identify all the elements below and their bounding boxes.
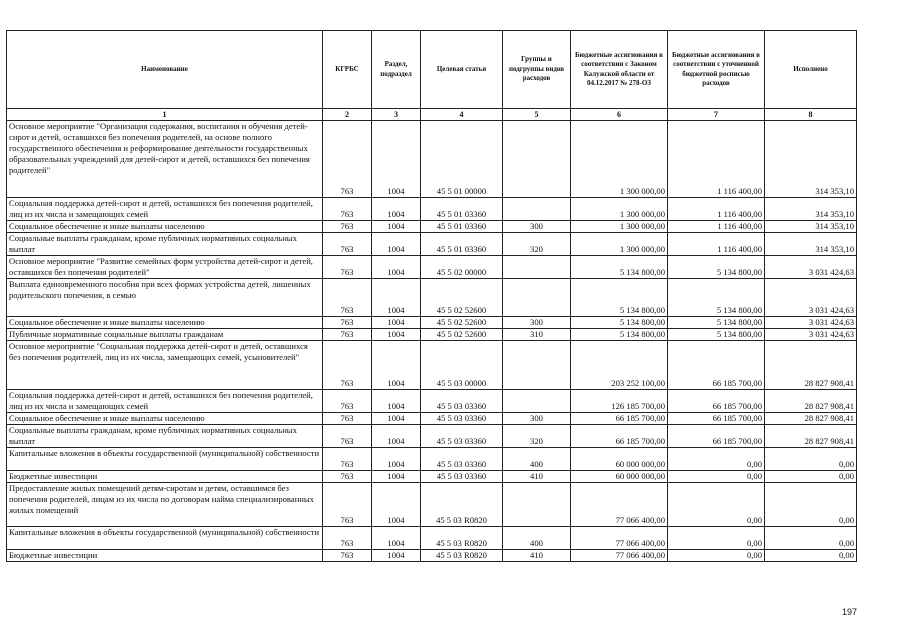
row-kgrbs: 763 xyxy=(323,471,372,483)
row-section: 1004 xyxy=(372,121,421,198)
column-number: 1 xyxy=(7,109,323,121)
header-law: Бюджетные ассигнования в соответствии с Законом Калужской области от 04.12.2017 № 278-ОЗ xyxy=(571,31,668,109)
row-target: 45 5 02 00000 xyxy=(421,256,503,279)
row-section: 1004 xyxy=(372,550,421,562)
row-name: Социальная поддержка детей-сирот и детей, оставшихся без попечения родителей, лиц из их числа и замещающих семей xyxy=(7,198,323,221)
table-row xyxy=(7,390,857,413)
row-refined: 1 116 400,00 xyxy=(668,221,765,233)
row-law: 60 000 000,00 xyxy=(571,448,668,471)
row-target: 45 5 03 03360 xyxy=(421,448,503,471)
row-section: 1004 xyxy=(372,233,421,256)
row-executed: 28 827 908,41 xyxy=(765,413,857,425)
row-target: 45 5 01 03360 xyxy=(421,198,503,221)
column-number: 5 xyxy=(503,109,571,121)
row-kgrbs: 763 xyxy=(323,425,372,448)
table-row xyxy=(7,121,857,198)
row-executed: 0,00 xyxy=(765,471,857,483)
row-target: 45 5 01 00000 xyxy=(421,121,503,198)
row-executed: 0,00 xyxy=(765,448,857,471)
row-executed: 314 353,10 xyxy=(765,233,857,256)
row-group: 410 xyxy=(503,471,571,483)
row-target: 45 5 03 00000 xyxy=(421,341,503,390)
row-section: 1004 xyxy=(372,221,421,233)
row-section: 1004 xyxy=(372,198,421,221)
row-kgrbs: 763 xyxy=(323,550,372,562)
row-kgrbs: 763 xyxy=(323,198,372,221)
row-law: 60 000 000,00 xyxy=(571,471,668,483)
table-row xyxy=(7,233,857,256)
column-number: 4 xyxy=(421,109,503,121)
row-group: 320 xyxy=(503,233,571,256)
row-kgrbs: 763 xyxy=(323,329,372,341)
table-row xyxy=(7,341,857,390)
row-executed: 0,00 xyxy=(765,550,857,562)
row-section: 1004 xyxy=(372,341,421,390)
row-target: 45 5 03 03360 xyxy=(421,413,503,425)
row-target: 45 5 03 R0820 xyxy=(421,550,503,562)
row-section: 1004 xyxy=(372,413,421,425)
row-section: 1004 xyxy=(372,279,421,317)
header-refined: Бюджетные ассигнования в соответствии с уточненной бюджетной росписью расходов xyxy=(668,31,765,109)
row-law: 5 134 800,00 xyxy=(571,256,668,279)
column-number: 6 xyxy=(571,109,668,121)
row-kgrbs: 763 xyxy=(323,233,372,256)
budget-table xyxy=(6,30,857,562)
row-refined: 0,00 xyxy=(668,550,765,562)
row-group: 300 xyxy=(503,221,571,233)
row-refined: 0,00 xyxy=(668,483,765,527)
table-row xyxy=(7,448,857,471)
row-group: 300 xyxy=(503,317,571,329)
row-section: 1004 xyxy=(372,329,421,341)
row-law: 126 185 700,00 xyxy=(571,390,668,413)
row-kgrbs: 763 xyxy=(323,341,372,390)
header-groups: Группы и подгруппы видов расходов xyxy=(503,31,571,109)
row-section: 1004 xyxy=(372,390,421,413)
row-executed: 3 031 424,63 xyxy=(765,256,857,279)
header-kgrbs: КГРБС xyxy=(323,31,372,109)
row-group xyxy=(503,483,571,527)
row-refined: 1 116 400,00 xyxy=(668,121,765,198)
row-law: 77 066 400,00 xyxy=(571,483,668,527)
row-refined: 1 116 400,00 xyxy=(668,233,765,256)
row-kgrbs: 763 xyxy=(323,413,372,425)
row-name: Социальное обеспечение и иные выплаты населению xyxy=(7,413,323,425)
row-law: 77 066 400,00 xyxy=(571,527,668,550)
row-name: Социальная поддержка детей-сирот и детей, оставшихся без попечения родителей, лиц из их числа и замещающих семей xyxy=(7,390,323,413)
column-number: 7 xyxy=(668,109,765,121)
row-group: 400 xyxy=(503,448,571,471)
table-row xyxy=(7,256,857,279)
column-number: 2 xyxy=(323,109,372,121)
row-target: 45 5 03 R0820 xyxy=(421,527,503,550)
row-kgrbs: 763 xyxy=(323,527,372,550)
row-refined: 0,00 xyxy=(668,527,765,550)
table-row xyxy=(7,329,857,341)
row-group xyxy=(503,279,571,317)
table-row xyxy=(7,425,857,448)
row-kgrbs: 763 xyxy=(323,448,372,471)
row-refined: 66 185 700,00 xyxy=(668,341,765,390)
row-kgrbs: 763 xyxy=(323,483,372,527)
row-section: 1004 xyxy=(372,448,421,471)
row-executed: 0,00 xyxy=(765,483,857,527)
table-row xyxy=(7,471,857,483)
row-name: Выплата единовременного пособия при всех формах устройства детей, лишенных родительского попечения, в семью xyxy=(7,279,323,317)
header-section: Раздел, подраздел xyxy=(372,31,421,109)
row-name: Основное мероприятие "Организация содержания, воспитания и обучения детей-сирот и детей, оставшихся без попечения родителей, на основе полного государственного обеспечения и реформирование деятельности государственных образовательных учреждений для детей-сирот и детей, оставшихся без попечения родителей" xyxy=(7,121,323,198)
row-refined: 1 116 400,00 xyxy=(668,198,765,221)
row-law: 1 300 000,00 xyxy=(571,198,668,221)
row-target: 45 5 03 R0820 xyxy=(421,483,503,527)
row-target: 45 5 02 52600 xyxy=(421,279,503,317)
row-law: 1 300 000,00 xyxy=(571,121,668,198)
row-executed: 314 353,10 xyxy=(765,121,857,198)
column-number-row xyxy=(7,109,857,121)
table-row xyxy=(7,198,857,221)
row-section: 1004 xyxy=(372,317,421,329)
row-executed: 28 827 908,41 xyxy=(765,341,857,390)
row-name: Социальные выплаты гражданам, кроме публичных нормативных социальных выплат xyxy=(7,233,323,256)
row-target: 45 5 01 03360 xyxy=(421,221,503,233)
row-group: 300 xyxy=(503,413,571,425)
row-target: 45 5 01 03360 xyxy=(421,233,503,256)
row-kgrbs: 763 xyxy=(323,221,372,233)
row-group xyxy=(503,198,571,221)
table-row xyxy=(7,483,857,527)
row-section: 1004 xyxy=(372,483,421,527)
row-executed: 3 031 424,63 xyxy=(765,279,857,317)
row-group: 410 xyxy=(503,550,571,562)
row-kgrbs: 763 xyxy=(323,317,372,329)
row-kgrbs: 763 xyxy=(323,256,372,279)
table-body xyxy=(7,121,857,562)
row-section: 1004 xyxy=(372,256,421,279)
table-row xyxy=(7,527,857,550)
row-target: 45 5 02 52600 xyxy=(421,329,503,341)
row-name: Основное мероприятие "Развитие семейных форм устройства детей-сирот и детей, оставшихся без попечения родителей" xyxy=(7,256,323,279)
row-target: 45 5 03 03360 xyxy=(421,471,503,483)
row-law: 66 185 700,00 xyxy=(571,425,668,448)
row-executed: 3 031 424,63 xyxy=(765,317,857,329)
header-executed: Исполнено xyxy=(765,31,857,109)
row-group xyxy=(503,341,571,390)
row-law: 203 252 100,00 xyxy=(571,341,668,390)
table-row xyxy=(7,221,857,233)
header-name: Наименование xyxy=(7,31,323,109)
row-refined: 0,00 xyxy=(668,471,765,483)
row-name: Бюджетные инвестиции xyxy=(7,550,323,562)
row-section: 1004 xyxy=(372,527,421,550)
row-refined: 5 134 800,00 xyxy=(668,256,765,279)
column-number: 8 xyxy=(765,109,857,121)
row-group: 320 xyxy=(503,425,571,448)
row-law: 1 300 000,00 xyxy=(571,233,668,256)
header-row xyxy=(7,31,857,109)
row-name: Социальные выплаты гражданам, кроме публичных нормативных социальных выплат xyxy=(7,425,323,448)
header-target: Целевая статья xyxy=(421,31,503,109)
row-section: 1004 xyxy=(372,471,421,483)
row-executed: 3 031 424,63 xyxy=(765,329,857,341)
row-kgrbs: 763 xyxy=(323,390,372,413)
table-row xyxy=(7,279,857,317)
row-name: Социальное обеспечение и иные выплаты населению xyxy=(7,317,323,329)
row-group: 400 xyxy=(503,527,571,550)
row-name: Публичные нормативные социальные выплаты гражданам xyxy=(7,329,323,341)
row-target: 45 5 02 52600 xyxy=(421,317,503,329)
row-law: 5 134 800,00 xyxy=(571,279,668,317)
row-executed: 0,00 xyxy=(765,527,857,550)
row-section: 1004 xyxy=(372,425,421,448)
page-number: 197 xyxy=(842,607,858,617)
row-name: Капитальные вложения в объекты государственной (муниципальной) собственности xyxy=(7,448,323,471)
row-executed: 314 353,10 xyxy=(765,198,857,221)
row-refined: 5 134 800,00 xyxy=(668,317,765,329)
row-name: Социальное обеспечение и иные выплаты населению xyxy=(7,221,323,233)
row-target: 45 5 03 03360 xyxy=(421,425,503,448)
row-law: 5 134 800,00 xyxy=(571,317,668,329)
row-kgrbs: 763 xyxy=(323,279,372,317)
row-law: 77 066 400,00 xyxy=(571,550,668,562)
row-refined: 5 134 800,00 xyxy=(668,279,765,317)
table-row xyxy=(7,550,857,562)
column-number: 3 xyxy=(372,109,421,121)
table-row xyxy=(7,413,857,425)
row-group xyxy=(503,121,571,198)
row-refined: 66 185 700,00 xyxy=(668,390,765,413)
row-law: 66 185 700,00 xyxy=(571,413,668,425)
row-refined: 0,00 xyxy=(668,448,765,471)
row-executed: 28 827 908,41 xyxy=(765,425,857,448)
row-law: 1 300 000,00 xyxy=(571,221,668,233)
row-name: Бюджетные инвестиции xyxy=(7,471,323,483)
row-name: Основное мероприятие "Социальная поддержка детей-сирот и детей, оставшихся без попечения родителей, лиц из их числа, замещающих семей, усыновителей" xyxy=(7,341,323,390)
row-kgrbs: 763 xyxy=(323,121,372,198)
row-refined: 5 134 800,00 xyxy=(668,329,765,341)
row-name: Предоставление жилых помещений детям-сиротам и детям, оставшимся без попечения родителей, лицам из их числа по договорам найма специализированных жилых помещений xyxy=(7,483,323,527)
row-executed: 314 353,10 xyxy=(765,221,857,233)
row-group xyxy=(503,390,571,413)
row-group: 310 xyxy=(503,329,571,341)
row-law: 5 134 800,00 xyxy=(571,329,668,341)
row-target: 45 5 03 03360 xyxy=(421,390,503,413)
row-name: Капитальные вложения в объекты государственной (муниципальной) собственности xyxy=(7,527,323,550)
row-refined: 66 185 700,00 xyxy=(668,425,765,448)
row-executed: 28 827 908,41 xyxy=(765,390,857,413)
table-row xyxy=(7,317,857,329)
row-refined: 66 185 700,00 xyxy=(668,413,765,425)
row-group xyxy=(503,256,571,279)
